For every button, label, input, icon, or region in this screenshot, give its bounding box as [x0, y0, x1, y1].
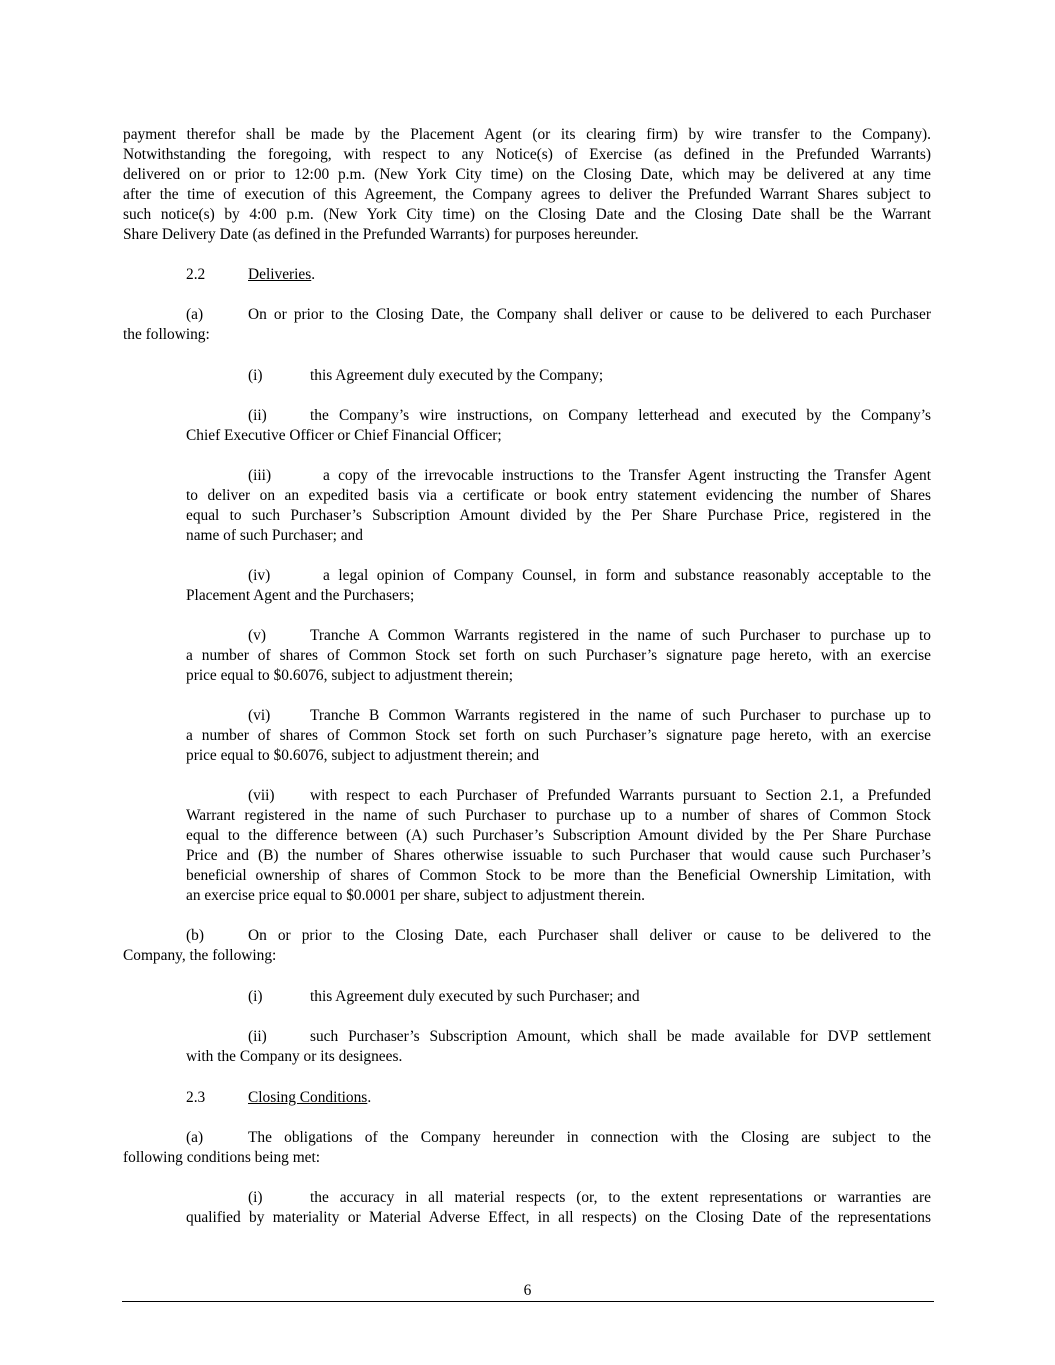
- item-b-i: [248, 987, 931, 1007]
- item-a-vii: [186, 786, 931, 906]
- text-line: Warrant registered in the name of such Purchaser to purchase up to a number of shares of Common Stock: [186, 807, 931, 824]
- section-number: 2.3: [186, 1089, 206, 1106]
- section-heading-2-2: [186, 265, 786, 285]
- text-line: delivered on or prior to 12:00 p.m. (New York City time) on the Closing Date, which may be delivered at any time: [123, 166, 931, 183]
- text-line: [186, 786, 931, 806]
- section-title-tail: .: [367, 1089, 372, 1106]
- text-line: following conditions being met:: [123, 1149, 321, 1166]
- text-line: [123, 926, 931, 946]
- item-label: (ii): [248, 407, 267, 424]
- text-line: such notice(s) by 4:00 p.m. (New York City time) on the Closing Date and the Closing Date shall be the Warrant: [123, 206, 931, 223]
- item-a-iv: [186, 566, 931, 606]
- item-label: (i): [248, 1189, 263, 1206]
- text-line: [186, 1027, 931, 1047]
- text-line: Placement Agent and the Purchasers;: [186, 587, 415, 604]
- paragraph-2-3-a: [123, 1128, 931, 1168]
- paragraph-text: The obligations of the Company hereunder in connection with the Closing are subject to the: [248, 1129, 931, 1146]
- text-line: equal to the difference between (A) such Purchaser’s Subscription Amount divided by the Per Share Purchase: [186, 827, 931, 844]
- text-line: [186, 566, 931, 586]
- item-label: (i): [248, 367, 263, 384]
- item-label: (vi): [248, 707, 271, 724]
- item-a-i: [248, 366, 931, 386]
- text-line: [123, 305, 931, 325]
- text-line: price equal to $0.6076, subject to adjustment therein; and: [186, 747, 540, 764]
- paragraph-a: [123, 305, 931, 345]
- section-number: 2.2: [186, 266, 206, 283]
- text-line: [186, 626, 931, 646]
- text-line: a number of shares of Common Stock set forth on such Purchaser’s signature page hereto, with an exercise: [186, 647, 931, 664]
- section-title-tail: .: [311, 266, 316, 283]
- intro-paragraph: [123, 125, 931, 245]
- item-a-iii: [186, 466, 931, 546]
- item-2-3-a-i: [186, 1188, 931, 1228]
- paragraph-label: (a): [186, 1129, 204, 1146]
- section-heading-2-3: [186, 1088, 786, 1108]
- item-label: (iii): [248, 467, 272, 484]
- text-line: payment therefor shall be made by the Placement Agent (or its clearing firm) by wire transfer to the Company).: [123, 126, 931, 143]
- text-line: Notwithstanding the foregoing, with respect to any Notice(s) of Exercise (as defined in the Prefunded Warrants): [123, 146, 931, 163]
- item-text: the accuracy in all material respects (or, to the extent representations or warranties are: [310, 1189, 931, 1206]
- item-text: a legal opinion of Company Counsel, in form and substance reasonably acceptable to the: [323, 567, 931, 584]
- footer-rule: [122, 1301, 934, 1302]
- item-b-ii: [186, 1027, 931, 1067]
- item-label: (vii): [248, 787, 275, 804]
- text-line: equal to such Purchaser’s Subscription Amount divided by the Per Share Purchase Price, registered in the: [186, 507, 931, 524]
- text-line: beneficial ownership of shares of Common Stock to be more than the Beneficial Ownership Limitation, with: [186, 867, 931, 884]
- text-line: with the Company or its designees.: [186, 1048, 403, 1065]
- text-line: [186, 406, 931, 426]
- text-line: Share Delivery Date (as defined in the Prefunded Warrants) for purposes hereunder.: [123, 226, 639, 243]
- paragraph-label: (a): [186, 306, 204, 323]
- item-text: Tranche A Common Warrants registered in the name of such Purchaser to purchase up to: [310, 627, 931, 644]
- page-number: 6: [523, 1282, 532, 1299]
- text-line: [186, 466, 931, 486]
- paragraph-text: On or prior to the Closing Date, each Purchaser shall deliver or cause to be delivered to the: [248, 927, 931, 944]
- section-title: Deliveries: [248, 266, 312, 283]
- text-line: to deliver on an expedited basis via a certificate or book entry statement evidencing the number of Shares: [186, 487, 931, 504]
- text-line: a number of shares of Common Stock set forth on such Purchaser’s signature page hereto, with an exercise: [186, 727, 931, 744]
- section-title: Closing Conditions: [248, 1089, 368, 1106]
- text-line: Price and (B) the number of Shares otherwise issuable to such Purchaser that would cause such Purchaser’s: [186, 847, 931, 864]
- item-a-v: [186, 626, 931, 686]
- text-line: [248, 366, 931, 386]
- paragraph-text: On or prior to the Closing Date, the Company shall deliver or cause to be delivered to each Purchaser: [248, 306, 931, 323]
- text-line: [186, 706, 931, 726]
- text-line: the following:: [123, 326, 210, 343]
- item-text: this Agreement duly executed by the Company;: [310, 367, 604, 384]
- item-text: such Purchaser’s Subscription Amount, which shall be made available for DVP settlement: [310, 1028, 931, 1045]
- text-line: name of such Purchaser; and: [186, 527, 363, 544]
- item-text: a copy of the irrevocable instructions to the Transfer Agent instructing the Transfer Agent: [323, 467, 931, 484]
- text-line: qualified by materiality or Material Adverse Effect, in all respects) on the Closing Date of the representations: [186, 1209, 931, 1226]
- item-label: (iv): [248, 567, 271, 584]
- text-line: [248, 987, 931, 1007]
- item-text: this Agreement duly executed by such Purchaser; and: [310, 988, 640, 1005]
- text-line: [186, 1188, 931, 1208]
- paragraph-b: [123, 926, 931, 966]
- paragraph-label: (b): [186, 927, 204, 944]
- item-a-vi: [186, 706, 931, 766]
- text-line: [123, 1128, 931, 1148]
- item-a-ii: [186, 406, 931, 446]
- item-text: Tranche B Common Warrants registered in the name of such Purchaser to purchase up to: [310, 707, 931, 724]
- item-text: with respect to each Purchaser of Prefunded Warrants pursuant to Section 2.1, a Prefunded: [310, 787, 931, 804]
- item-label: (v): [248, 627, 266, 644]
- text-line: after the time of execution of this Agreement, the Company agrees to deliver the Prefunded Warrant Shares subject to: [123, 186, 931, 203]
- item-text: the Company’s wire instructions, on Company letterhead and executed by the Company’s: [310, 407, 931, 424]
- text-line: Company, the following:: [123, 947, 277, 964]
- item-label: (ii): [248, 1028, 267, 1045]
- text-line: Chief Executive Officer or Chief Financial Officer;: [186, 427, 502, 444]
- text-line: an exercise price equal to $0.0001 per share, subject to adjustment therein.: [186, 887, 645, 904]
- text-line: price equal to $0.6076, subject to adjustment therein;: [186, 667, 513, 684]
- item-label: (i): [248, 988, 263, 1005]
